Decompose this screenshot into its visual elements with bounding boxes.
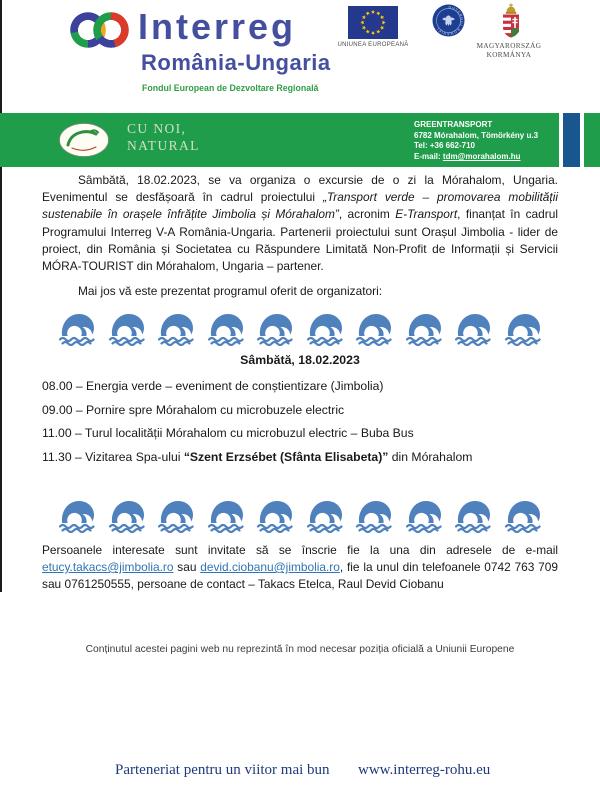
greentransport-oval-logo-icon [58, 122, 110, 158]
footer-website-link[interactable]: www.interreg-rohu.eu [358, 762, 491, 778]
org-email-line: E-mail: tdm@morahalom.hu [414, 151, 521, 161]
ro-seal-circular-text: GUVERNUL ROMÂNIEI [435, 5, 464, 36]
wave-icon [156, 310, 196, 346]
hu-government-label: MAGYARORSZÁG KORMÁNYA [476, 42, 542, 59]
org-phone: Tel: +36 662-710 [414, 141, 476, 151]
wave-icon [255, 310, 295, 346]
wave-divider-row-top [57, 310, 543, 346]
eu-flag-label: UNIUNEA EUROPEANĂ [337, 42, 409, 48]
wave-icon [404, 310, 444, 346]
wave-icon [354, 497, 394, 533]
wave-icon [503, 497, 543, 533]
fund-subtitle: Fondul European de Dezvoltare Regională [142, 83, 319, 93]
wave-icon [156, 497, 196, 533]
banner-contact-block [414, 120, 564, 162]
banner-blue-stripe [563, 113, 580, 167]
schedule-item-3: 11.00 – Turul localității Mórahalom cu microbuzul electric – Buba Bus [42, 426, 414, 441]
wave-icon [206, 310, 246, 346]
interreg-infinity-logo-icon [70, 11, 130, 49]
wave-icon [453, 497, 493, 533]
org-email-link[interactable]: tdm@morahalom.hu [442, 151, 521, 161]
eu-disclaimer: Conținutul acestei pagini web nu reprezintă în mod necesar poziția oficială a Uniunii Europene [85, 643, 515, 655]
program-name: România-Ungaria [141, 50, 331, 75]
wave-icon [255, 497, 295, 533]
wave-icon [107, 310, 147, 346]
acronym-italic: E-Transport [395, 207, 458, 222]
wave-icon [57, 310, 97, 346]
org-name: GREENTRANSPORT [414, 120, 493, 129]
wave-icon [354, 310, 394, 346]
wave-icon [305, 497, 345, 533]
wave-icon [404, 497, 444, 533]
wave-icon [107, 497, 147, 533]
intro-paragraph: Sâmbătă, 18.02.2023, se va organiza o excursie de o zi la Mórahalom, Ungaria. Evenimentul se desfășoară în cadrul proiectului „Transport verde – promovarea mobilității sustenabile în orașele înfrățite Jimbolia și Mórahalom”, acronim E-Transport, finanțat în cadrul Programului Interreg V-A România-Ungaria. Partenerii proiectului sunt Orașul Jimbolia - lider de proiect, din România și Societatea cu Răspundere Limitată Non-Profit de Informații și Servicii MÓRA-TOURIST din Mórahalom, Ungaria – partener. [42, 173, 558, 274]
program-date-title: Sâmbătă, 18.02.2023 [240, 353, 360, 368]
wave-icon [305, 310, 345, 346]
wave-divider-row-bottom [57, 497, 543, 533]
contact-paragraph: Persoanele interesate sunt invitate să se înscrie fie la una din adresele de e-mail etucy.takacs@jimbolia.ro sau devid.ciobanu@jimbolia.ro, fie la unul din telefoanele 0742 763 709 sau 0761250555, persoane de contact – Takacs Etelca, Raul Devid Ciobanu [42, 542, 558, 592]
lead-paragraph: Mai jos vă este prezentat programul oferit de organizatori: [78, 284, 383, 299]
contact-email-link-1[interactable]: etucy.takacs@jimbolia.ro [42, 560, 174, 575]
schedule-item-2: 09.00 – Pornire spre Mórahalom cu microbuzele electric [42, 402, 345, 417]
eu-flag-icon [348, 6, 398, 39]
schedule-item-4: 11.30 – Vizitarea Spa-ului “Szent Erzsébet (Sfânta Elisabeta)” din Mórahalom [42, 449, 473, 464]
banner-slogan: CU NOI, NATURAL [127, 121, 200, 153]
romanian-government-seal-icon [432, 4, 465, 37]
wave-icon [57, 497, 97, 533]
wave-icon [503, 310, 543, 346]
page-left-edge-line [0, 0, 2, 592]
hungarian-coat-of-arms-icon [499, 3, 523, 41]
greentransport-banner [0, 113, 600, 167]
org-address: 6782 Mórahalom, Tömörkény u.3 [414, 130, 539, 140]
schedule-item-1: 08.00 – Energia verde – eveniment de conștientizare (Jimbolia) [42, 379, 384, 394]
project-title-italic: „Transport verde – promovarea mobilității sustenabile în orașele înfrățite Jimbolia și Mórahalom” [42, 190, 558, 222]
infinity-right-ring-icon [93, 12, 129, 48]
spa-name-bold: “Szent Erzsébet (Sfânta Elisabeta)” [183, 449, 389, 464]
contact-email-link-2[interactable]: devid.ciobanu@jimbolia.ro [200, 560, 340, 575]
footer-slogan: Parteneriat pentru un viitor mai bun [115, 762, 330, 778]
wave-icon [206, 497, 246, 533]
wave-icon [453, 310, 493, 346]
document-body [42, 172, 558, 655]
interreg-brand-title: Interreg [138, 6, 297, 47]
